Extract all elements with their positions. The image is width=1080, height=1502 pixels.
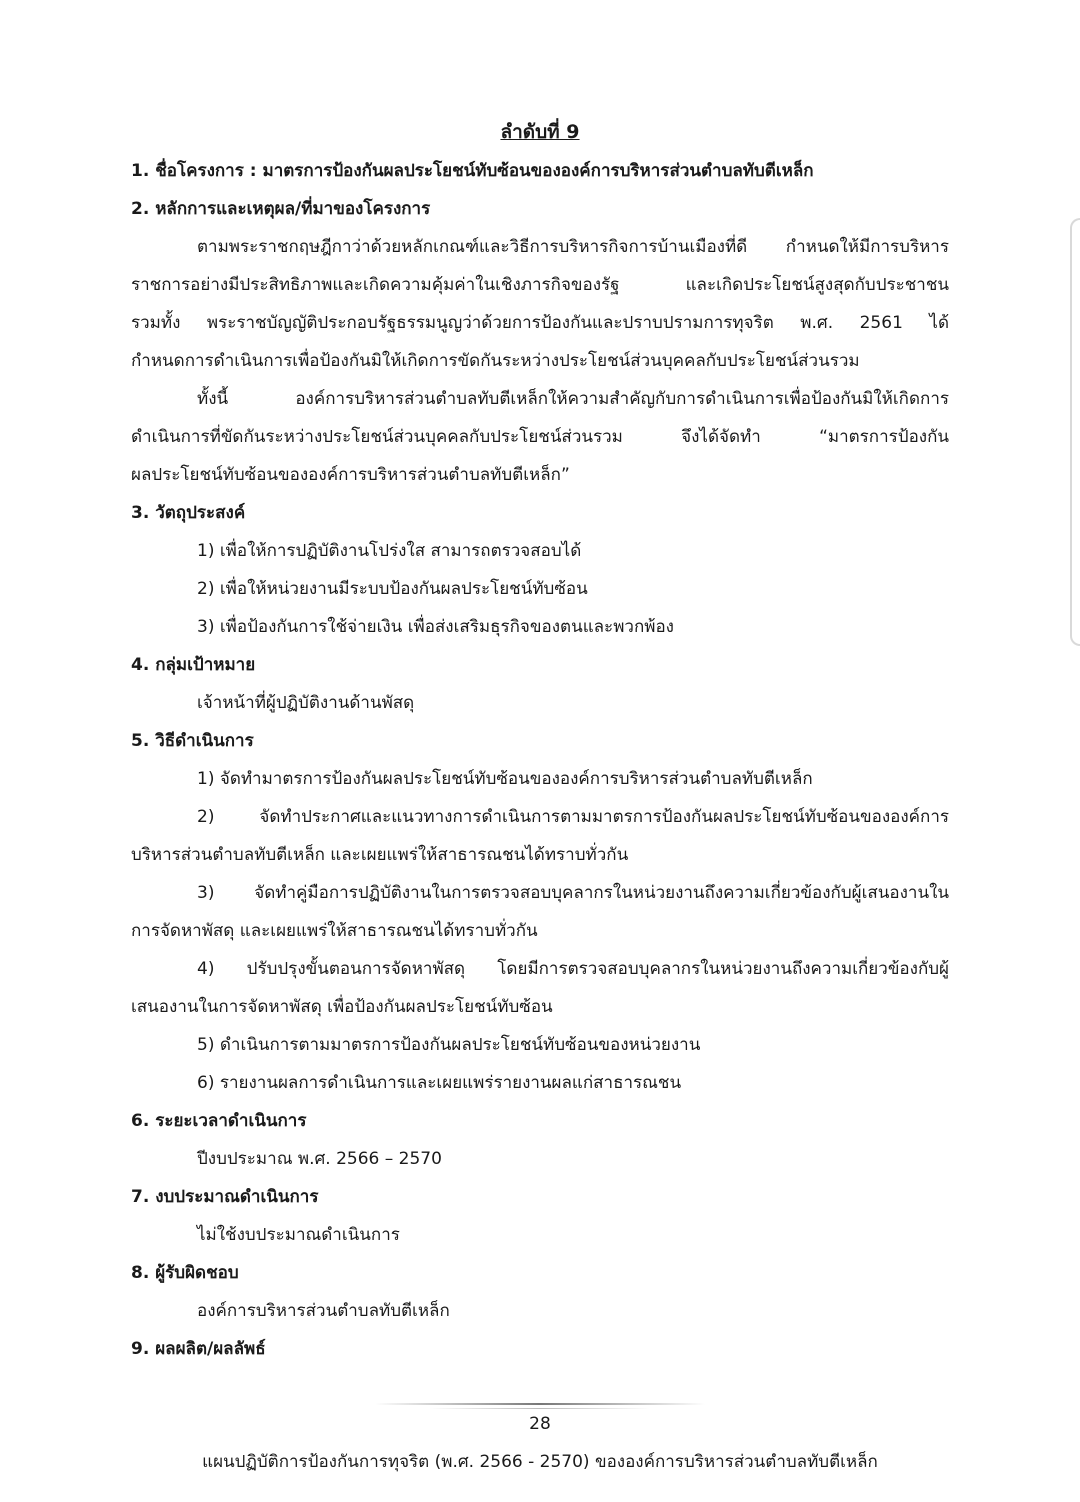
- method-item: การจัดหาพัสดุ และเผยแพร่ให้สาธารณชนได้ทราบทั่วกัน: [131, 921, 538, 941]
- project-name: 1. ชื่อโครงการ : มาตรการป้องกันผลประโยชน์ทับซ้อนขององค์การบริหารส่วนตำบลทับตีเหล็ก: [131, 161, 814, 181]
- rationale-line: กำหนดการดำเนินการเพื่อป้องกันมิให้เกิดการขัดกันระหว่างประโยชน์ส่วนบุคคลกับประโยชน์ส่วนรวม: [131, 351, 860, 371]
- objective-item: 3) เพื่อป้องกันการใช้จ่ายเงิน เพื่อส่งเสริมธุรกิจของตนและพวกพ้อง: [197, 617, 674, 637]
- method-item: 4) ปรับปรุงขั้นตอนการจัดหาพัสดุ โดยมีการตรวจสอบบุคลากรในหน่วยงานถึงความเกี่ยวข้องกับผู้: [197, 959, 949, 979]
- heading-objectives: 3. วัตถุประสงค์: [131, 503, 246, 523]
- objective-item: 2) เพื่อให้หน่วยงานมีระบบป้องกันผลประโยชน์ทับซ้อน: [197, 579, 588, 599]
- heading-duration: 6. ระยะเวลาดำเนินการ: [131, 1111, 307, 1131]
- heading-responsible: 8. ผู้รับผิดชอบ: [131, 1263, 239, 1283]
- document-body: [131, 112, 949, 1368]
- heading-outputs: 9. ผลผลิต/ผลลัพธ์: [131, 1339, 266, 1359]
- rationale-line: ผลประโยชน์ทับซ้อนขององค์การบริหารส่วนตำบลทับตีเหล็ก”: [131, 465, 570, 485]
- rationale-line: ราชการอย่างมีประสิทธิภาพและเกิดความคุ้มค่าในเชิงภารกิจของรัฐ และเกิดประโยชน์สูงสุดกับประชาชน: [131, 275, 949, 295]
- footer-divider: [430, 1408, 650, 1409]
- heading-method: 5. วิธีดำเนินการ: [131, 731, 254, 751]
- rationale-line: ทั้งนี้ องค์การบริหารส่วนตำบลทับตีเหล็กให้ความสำคัญกับการดำเนินการเพื่อป้องกันมิให้เกิดการ: [197, 389, 949, 409]
- method-item: เสนองานในการจัดหาพัสดุ เพื่อป้องกันผลประโยชน์ทับซ้อน: [131, 997, 553, 1017]
- page-number: 28: [529, 1414, 551, 1434]
- budget-text: ไม่ใช้งบประมาณดำเนินการ: [197, 1225, 400, 1245]
- heading-target: 4. กลุ่มเป้าหมาย: [131, 655, 256, 675]
- rationale-line: ตามพระราชกฤษฎีกาว่าด้วยหลักเกณฑ์และวิธีการบริหารกิจการบ้านเมืองที่ดี กำหนดให้มีการบริหาร: [197, 237, 949, 257]
- method-item: 3) จัดทำคู่มือการปฏิบัติงานในการตรวจสอบบุคลากรในหน่วยงานถึงความเกี่ยวข้องกับผู้เสนองานใน: [197, 883, 949, 903]
- rationale-line: ดำเนินการที่ขัดกันระหว่างประโยชน์ส่วนบุคคลกับประโยชน์ส่วนรวม จึงได้จัดทำ “มาตรการป้องกัน: [131, 427, 949, 447]
- method-item: บริหารส่วนตำบลทับตีเหล็ก และเผยแพร่ให้สาธารณชนได้ทราบทั่วกัน: [131, 845, 629, 865]
- objective-item: 1) เพื่อให้การปฏิบัติงานโปร่งใส สามารถตรวจสอบได้: [197, 541, 582, 561]
- rationale-line: รวมทั้ง พระราชบัญญัติประกอบรัฐธรรมนูญว่าด้วยการป้องกันและปราบปรามการทุจริต พ.ศ. 2561 ได้: [131, 313, 949, 333]
- duration-text: ปีงบประมาณ พ.ศ. 2566 – 2570: [197, 1149, 442, 1169]
- method-item: 2) จัดทำประกาศและแนวทางการดำเนินการตามมาตรการป้องกันผลประโยชน์ทับซ้อนขององค์การ: [197, 807, 949, 827]
- footer-divider: [375, 1403, 705, 1405]
- section-title: ลำดับที่ 9: [500, 121, 580, 143]
- method-item: 6) รายงานผลการดำเนินการและเผยแพร่รายงานผลแก่สาธารณชน: [197, 1073, 682, 1093]
- target-text: เจ้าหน้าที่ผู้ปฏิบัติงานด้านพัสดุ: [197, 693, 415, 713]
- method-item: 1) จัดทำมาตรการป้องกันผลประโยชน์ทับซ้อนขององค์การบริหารส่วนตำบลทับตีเหล็ก: [197, 769, 813, 789]
- scroll-edge[interactable]: [1070, 218, 1080, 646]
- heading-budget: 7. งบประมาณดำเนินการ: [131, 1187, 319, 1207]
- page-footer: แผนปฏิบัติการป้องกันการทุจริต (พ.ศ. 2566 - 2570) ขององค์การบริหารส่วนตำบลทับตีเหล็ก: [202, 1452, 878, 1472]
- responsible-text: องค์การบริหารส่วนตำบลทับตีเหล็ก: [197, 1301, 450, 1321]
- heading-rationale: 2. หลักการและเหตุผล/ที่มาของโครงการ: [131, 199, 431, 219]
- method-item: 5) ดำเนินการตามมาตรการป้องกันผลประโยชน์ทับซ้อนของหน่วยงาน: [197, 1035, 701, 1055]
